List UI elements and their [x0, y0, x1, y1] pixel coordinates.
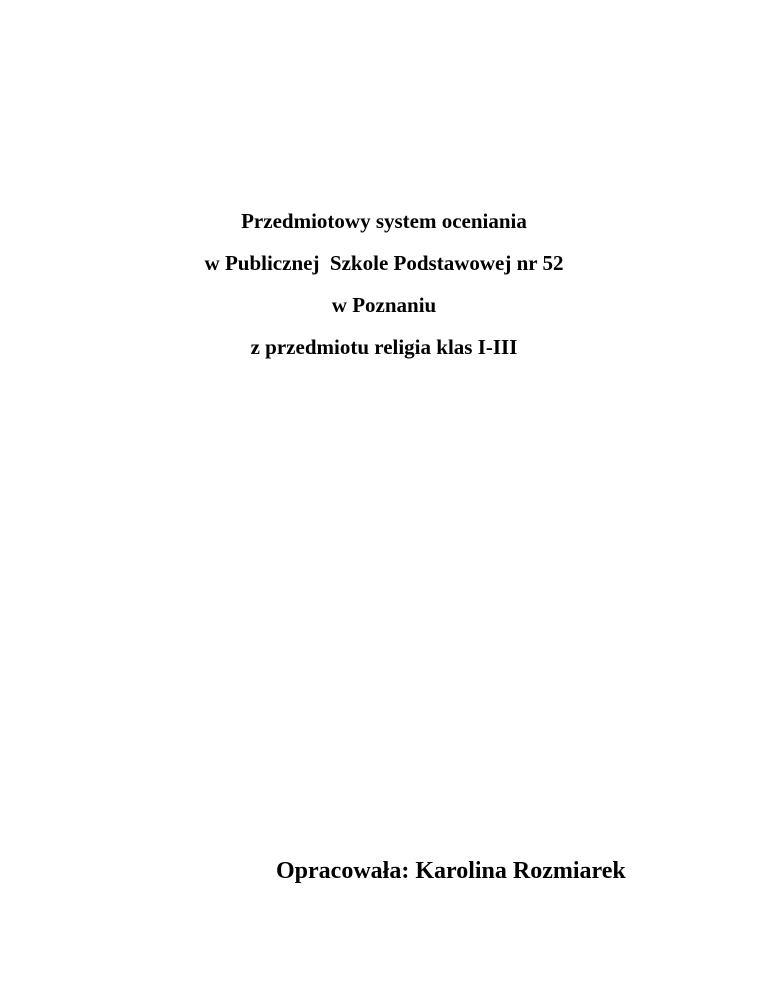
title-line-2: w Publicznej Szkole Podstawowej nr 52 — [204, 251, 564, 275]
title-line-1: Przedmiotowy system oceniania — [241, 209, 527, 233]
document-title — [0, 200, 768, 368]
author-credit: Opracowała: Karolina Rozmiarek — [276, 858, 626, 884]
title-line-3: w Poznaniu — [331, 293, 437, 317]
title-line-4: z przedmiotu religia klas I-III — [250, 335, 518, 359]
